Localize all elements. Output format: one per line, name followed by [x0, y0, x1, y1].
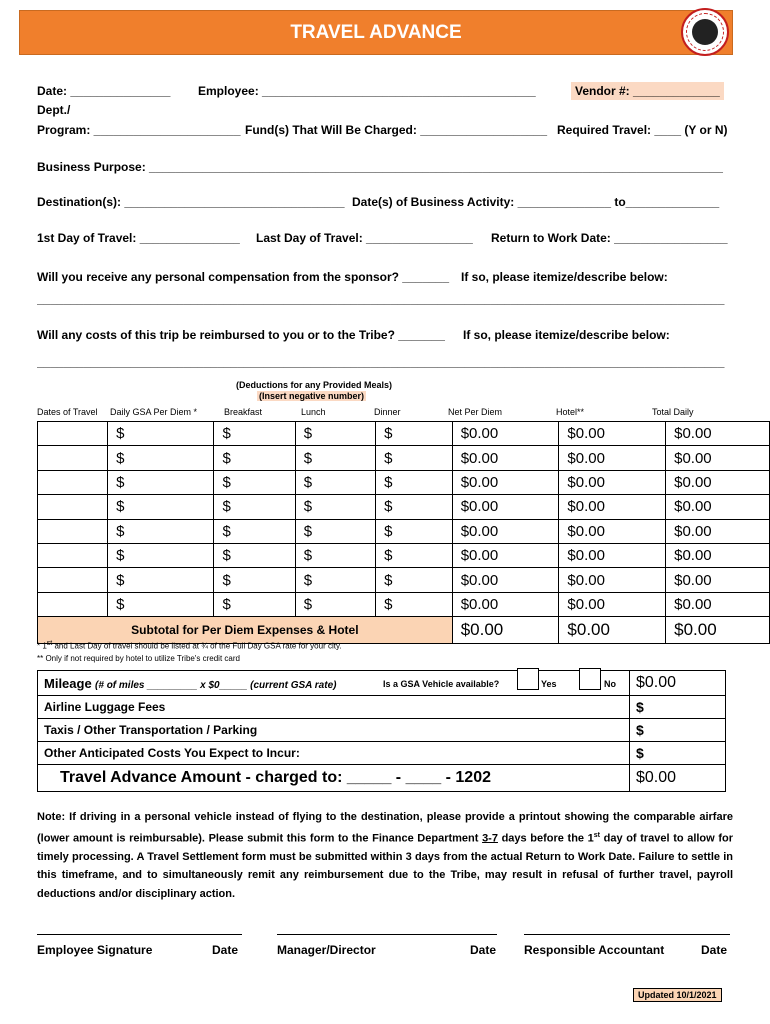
net-cell[interactable]: $0.00 — [452, 519, 559, 543]
lunch-cell[interactable]: $ — [295, 543, 375, 567]
total-cell[interactable]: $0.00 — [666, 519, 770, 543]
gsa-cell[interactable]: $ — [108, 592, 214, 616]
col-lunch: Lunch — [301, 407, 326, 417]
luggage-label: Airline Luggage Fees — [38, 696, 630, 719]
mileage-amount[interactable]: $0.00 — [630, 671, 726, 696]
lunch-cell[interactable]: $ — [295, 519, 375, 543]
destinations-field[interactable]: Destination(s): _________________________________ — [37, 195, 345, 209]
advance-amount-label[interactable]: Travel Advance Amount - charged to: _____ - ____ - 1202 — [38, 765, 630, 792]
total-cell[interactable]: $0.00 — [666, 470, 770, 494]
first-day-field[interactable]: 1st Day of Travel: _______________ — [37, 231, 240, 245]
subtotal-net[interactable]: $0.00 — [452, 617, 559, 644]
program-field[interactable]: Program: ______________________ — [37, 123, 241, 137]
itemize-label-2: If so, please itemize/describe below: — [463, 328, 670, 342]
total-cell[interactable]: $0.00 — [666, 568, 770, 592]
manager-date-label: Date — [470, 943, 497, 957]
date-cell[interactable] — [38, 568, 108, 592]
updated-badge: Updated 10/1/2021 — [633, 988, 722, 1002]
net-cell[interactable]: $0.00 — [452, 446, 559, 470]
total-cell[interactable]: $0.00 — [666, 495, 770, 519]
col-net: Net Per Diem — [448, 407, 503, 417]
per-diem-row — [38, 543, 770, 567]
subtotal-total[interactable]: $0.00 — [666, 617, 770, 644]
other-costs-label: Other Anticipated Costs You Expect to Incur: — [38, 742, 630, 765]
breakfast-cell[interactable]: $ — [214, 495, 295, 519]
col-dinner: Dinner — [374, 407, 401, 417]
form-title: TRAVEL ADVANCE — [19, 10, 733, 55]
date-cell[interactable] — [38, 519, 108, 543]
accountant-label: Responsible Accountant — [524, 943, 665, 957]
footnote1-sup: st — [46, 640, 53, 647]
per-diem-row — [38, 592, 770, 616]
luggage-amount[interactable]: $ — [630, 696, 726, 719]
yes-label: Yes — [541, 679, 557, 689]
reimbursed-question[interactable]: Will any costs of this trip be reimbursed to you or to the Tribe? _______ — [37, 328, 445, 342]
no-checkbox[interactable] — [579, 668, 601, 690]
gsa-cell[interactable]: $ — [108, 422, 214, 446]
breakfast-cell[interactable]: $ — [214, 470, 295, 494]
breakfast-cell[interactable]: $ — [214, 446, 295, 470]
hotel-cell[interactable]: $0.00 — [559, 422, 666, 446]
gsa-cell[interactable]: $ — [108, 470, 214, 494]
employee-field[interactable]: Employee: _________________________________________ — [198, 84, 536, 98]
footnote1-pre: * 1 — [37, 641, 47, 651]
business-dates-field[interactable]: Date(s) of Business Activity: ______________ to______________ — [352, 195, 720, 209]
col-dates: Dates of Travel — [37, 407, 98, 417]
mileage-label: Mileage — [44, 675, 92, 691]
subtotal-label: Subtotal for Per Diem Expenses & Hotel — [38, 617, 453, 644]
lunch-cell[interactable]: $ — [295, 446, 375, 470]
last-day-field[interactable]: Last Day of Travel: ________________ — [256, 231, 473, 245]
employee-date-label: Date — [212, 943, 239, 957]
business-purpose-field[interactable]: Business Purpose: ______________________________________________________________________________________ — [37, 160, 723, 174]
dinner-cell[interactable]: $ — [376, 422, 453, 446]
extra-costs-table — [37, 670, 726, 792]
date-cell[interactable] — [38, 543, 108, 567]
compensation-line[interactable]: _______________________________________________________________________________________________________ — [37, 292, 725, 306]
dinner-cell[interactable]: $ — [376, 592, 453, 616]
breakfast-cell[interactable]: $ — [214, 568, 295, 592]
tribe-seal-logo — [681, 8, 729, 56]
note-days: 3-7 — [482, 832, 498, 845]
dinner-cell[interactable]: $ — [376, 446, 453, 470]
gsa-cell[interactable]: $ — [108, 519, 214, 543]
per-diem-row — [38, 568, 770, 592]
lunch-cell[interactable]: $ — [295, 568, 375, 592]
date-cell[interactable] — [38, 592, 108, 616]
dinner-cell[interactable]: $ — [376, 470, 453, 494]
net-cell[interactable]: $0.00 — [452, 543, 559, 567]
note-part1: Note: If driving in a personal vehicle instead of flying to the destination, please provide a printout showing the comparable airfare (lower amount is reimbursable). Please submit this form to the Finance Department — [37, 811, 733, 845]
other-costs-amount[interactable]: $ — [630, 742, 726, 765]
mileage-detail[interactable]: (# of miles _________ x $0_____ (current GSA rate) — [95, 679, 337, 691]
breakfast-cell[interactable]: $ — [214, 592, 295, 616]
dinner-cell[interactable]: $ — [376, 543, 453, 567]
per-diem-row — [38, 519, 770, 543]
col-hotel: Hotel** — [556, 407, 585, 417]
net-cell[interactable]: $0.00 — [452, 422, 559, 446]
col-total: Total Daily — [652, 407, 694, 417]
taxis-label: Taxis / Other Transportation / Parking — [38, 719, 630, 742]
employee-signature-line[interactable] — [37, 934, 242, 935]
lunch-cell[interactable]: $ — [295, 422, 375, 446]
hotel-cell[interactable]: $0.00 — [559, 592, 666, 616]
no-label: No — [604, 679, 616, 689]
per-diem-row — [38, 422, 770, 446]
dinner-cell[interactable]: $ — [376, 568, 453, 592]
mileage-row[interactable] — [38, 671, 630, 696]
net-cell[interactable]: $0.00 — [452, 592, 559, 616]
hotel-cell[interactable]: $0.00 — [559, 568, 666, 592]
note-part2: days before the 1 — [497, 832, 594, 845]
gsa-cell[interactable]: $ — [108, 568, 214, 592]
gsa-cell[interactable]: $ — [108, 543, 214, 567]
col-breakfast: Breakfast — [224, 407, 263, 417]
hotel-cell[interactable]: $0.00 — [559, 543, 666, 567]
footnote1-post: and Last Day of travel should be listed at ¾ of the Full Day GSA rate for your city. — [52, 641, 342, 651]
date-cell[interactable] — [38, 446, 108, 470]
hotel-cell[interactable]: $0.00 — [559, 470, 666, 494]
vendor-field[interactable]: Vendor #: _____________ — [571, 82, 724, 100]
return-work-field[interactable]: Return to Work Date: _________________ — [491, 231, 728, 245]
per-diem-table — [37, 421, 770, 644]
per-diem-row — [38, 470, 770, 494]
dinner-cell[interactable]: $ — [376, 519, 453, 543]
note-part3: day of travel to allow for timely processing. A Travel Settlement form must be submitted within 3 days from the actual Return to Work Date. Failure to settle in this timeframe, and to simultaneously remit any reimbursement due to the Tribe, may result in refusal of further travel, payroll deductions and/or disciplinary action. — [37, 832, 733, 901]
advance-amount[interactable]: $0.00 — [630, 765, 726, 792]
net-cell[interactable]: $0.00 — [452, 568, 559, 592]
gsa-vehicle-question: Is a GSA Vehicle available? — [383, 679, 500, 689]
col-gsa: Daily GSA Per Diem * — [110, 407, 198, 417]
gsa-cell[interactable]: $ — [108, 495, 214, 519]
subtotal-hotel[interactable]: $0.00 — [559, 617, 666, 644]
per-diem-row — [38, 446, 770, 470]
itemize-label-1: If so, please itemize/describe below: — [461, 270, 668, 284]
total-cell[interactable]: $0.00 — [666, 592, 770, 616]
manager-signature-line[interactable] — [277, 934, 497, 935]
dinner-cell[interactable]: $ — [376, 495, 453, 519]
date-cell[interactable] — [38, 495, 108, 519]
footnote-hotel: ** Only if not required by hotel to utilize Tribe's credit card — [37, 654, 240, 663]
per-diem-row — [38, 495, 770, 519]
employee-signature-label: Employee Signature — [37, 943, 153, 957]
lunch-cell[interactable]: $ — [295, 592, 375, 616]
manager-label: Manager/Director — [277, 943, 376, 957]
reimbursed-line[interactable]: _______________________________________________________________________________________________________ — [37, 355, 725, 369]
dept-label: Dept./ — [37, 103, 71, 117]
yes-checkbox[interactable] — [517, 668, 539, 690]
gsa-cell[interactable]: $ — [108, 446, 214, 470]
breakfast-cell[interactable]: $ — [214, 422, 295, 446]
total-cell[interactable]: $0.00 — [666, 543, 770, 567]
hotel-cell[interactable]: $0.00 — [559, 446, 666, 470]
net-cell[interactable]: $0.00 — [452, 495, 559, 519]
breakfast-cell[interactable]: $ — [214, 543, 295, 567]
taxis-amount[interactable]: $ — [630, 719, 726, 742]
lunch-cell[interactable]: $ — [295, 470, 375, 494]
negative-note: (Insert negative number) — [259, 391, 365, 401]
date-cell[interactable] — [38, 422, 108, 446]
compensation-question[interactable]: Will you receive any personal compensation from the sponsor? _______ — [37, 270, 450, 284]
hotel-cell[interactable]: $0.00 — [559, 519, 666, 543]
required-travel-field[interactable]: Required Travel: ____ (Y or N) — [557, 123, 728, 137]
lunch-cell[interactable]: $ — [295, 495, 375, 519]
date-cell[interactable] — [38, 470, 108, 494]
accountant-date-label: Date — [701, 943, 728, 957]
hotel-cell[interactable]: $0.00 — [559, 495, 666, 519]
breakfast-cell[interactable]: $ — [214, 519, 295, 543]
total-cell[interactable]: $0.00 — [666, 422, 770, 446]
net-cell[interactable]: $0.00 — [452, 470, 559, 494]
funds-field[interactable]: Fund(s) That Will Be Charged: ___________________ — [245, 123, 548, 137]
note-sup: st — [593, 831, 601, 839]
deductions-note: (Deductions for any Provided Meals) — [236, 380, 393, 390]
total-cell[interactable]: $0.00 — [666, 446, 770, 470]
date-field[interactable]: Date: _______________ — [37, 84, 171, 98]
footnote-first-last — [37, 640, 342, 651]
accountant-signature-line[interactable] — [524, 934, 730, 935]
instructions-note — [37, 808, 733, 904]
